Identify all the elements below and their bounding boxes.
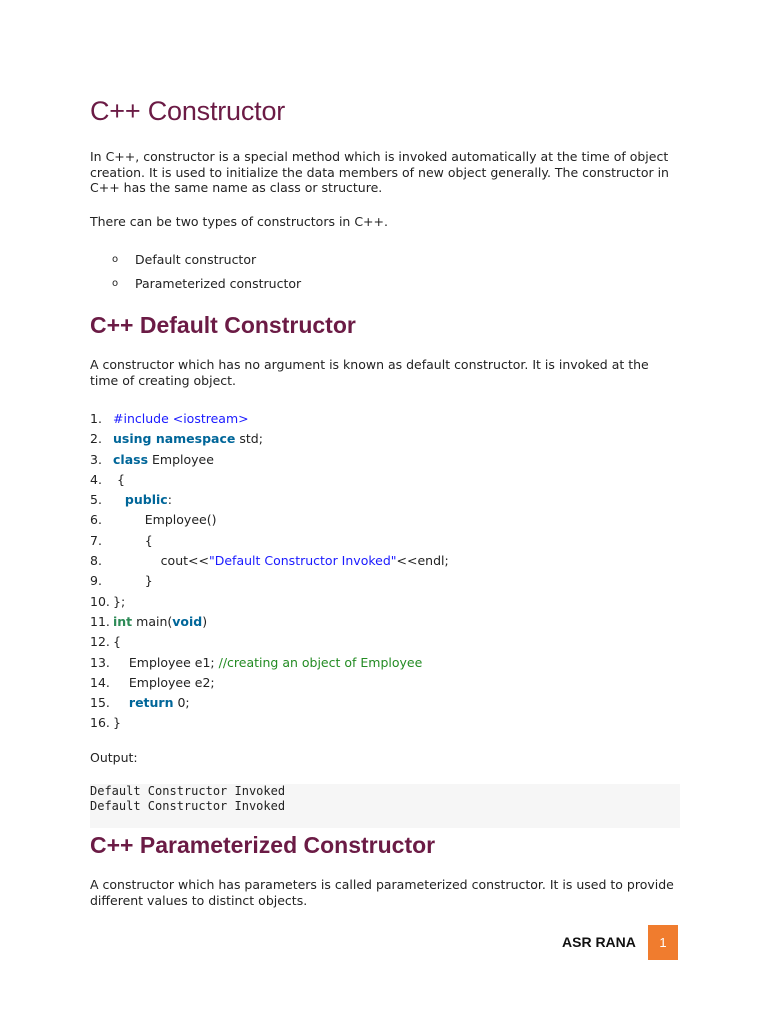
parameterized-constructor-heading: C++ Parameterized Constructor: [90, 832, 436, 858]
code-line: [90, 653, 449, 673]
code-token: };: [113, 593, 126, 609]
code-token: {: [113, 634, 121, 650]
output-box: [90, 784, 680, 828]
line-number: 9.: [90, 573, 102, 589]
types-intro-paragraph: There can be two types of constructors in C++.: [90, 214, 388, 229]
code-token: {: [113, 471, 125, 487]
line-number: 6.: [90, 512, 102, 528]
code-token: {: [113, 532, 153, 548]
code-token: }: [113, 573, 153, 589]
line-number: 11.: [90, 613, 110, 629]
list-item: [112, 250, 301, 274]
output-label: Output:: [90, 750, 138, 765]
code-token: 0;: [173, 695, 190, 711]
code-line: [90, 592, 449, 612]
constructor-types-list: [112, 250, 301, 298]
line-number: 16.: [90, 715, 110, 731]
code-line: [90, 450, 449, 470]
code-token: return: [128, 695, 174, 711]
code-token: [113, 695, 129, 710]
code-token: "Default Constructor Invoked": [208, 553, 397, 569]
code-token: [113, 492, 125, 507]
bullet-icon: o: [112, 254, 119, 265]
page-title: C++ Constructor: [90, 96, 286, 126]
line-number: 3.: [90, 451, 102, 467]
code-line: [90, 490, 449, 510]
code-token: #include <iostream>: [113, 411, 249, 426]
code-line: [90, 612, 449, 632]
line-number: 13.: [90, 654, 110, 670]
code-token: }: [113, 715, 121, 731]
line-number: 10.: [90, 593, 110, 609]
code-token: Employee e1;: [113, 654, 219, 670]
list-item-label: Parameterized constructor: [135, 276, 302, 291]
line-number: 2.: [90, 431, 102, 447]
line-number: 14.: [90, 674, 110, 690]
output-line: Default Constructor Invoked: [90, 784, 286, 798]
code-line: [90, 429, 449, 449]
code-line: [90, 713, 449, 733]
footer-author: ASR RANA: [562, 934, 636, 950]
code-listing: [90, 409, 449, 734]
code-token: //creating an object of Employee: [218, 654, 423, 670]
code-line: [90, 571, 449, 591]
code-token: public: [124, 492, 168, 508]
code-token: int: [113, 613, 133, 629]
code-token: Employee: [148, 451, 214, 467]
parameterized-constructor-description: A constructor which has parameters is called parameterized constructor. It is used to provide different values to distinct objects.: [90, 877, 674, 908]
line-number: 8.: [90, 553, 102, 569]
default-constructor-description: A constructor which has no argument is known as default constructor. It is invoked at the time of creating object.: [90, 357, 649, 388]
code-line: [90, 551, 449, 571]
bullet-icon: o: [112, 278, 119, 289]
code-line: [90, 531, 449, 551]
line-number: 1.: [90, 411, 102, 426]
page-number-badge: 1: [648, 925, 678, 960]
line-number: 12.: [90, 634, 110, 650]
code-line: [90, 632, 449, 652]
code-line: [90, 409, 449, 429]
output-line: Default Constructor Invoked: [90, 798, 286, 813]
code-token: Employee(): [113, 512, 217, 528]
code-token: Employee e2;: [113, 674, 215, 690]
code-line: [90, 693, 449, 713]
code-token: cout<<: [113, 553, 209, 569]
line-number: 5.: [90, 492, 102, 508]
code-line: [90, 510, 449, 530]
code-token: void: [172, 613, 203, 629]
code-token: :: [167, 492, 172, 508]
intro-paragraph: In C++, constructor is a special method which is invoked automatically at the time of object creation. It is used to initialize the data members of new object generally. The constructor in C++ has the same name as class or structure.: [90, 149, 669, 195]
list-item: [112, 274, 301, 298]
code-token: ): [202, 613, 208, 629]
code-line: [90, 673, 449, 693]
code-token: using namespace: [113, 431, 236, 447]
default-constructor-heading: C++ Default Constructor: [90, 312, 356, 338]
line-number: 15.: [90, 695, 110, 711]
code-line: [90, 470, 449, 490]
line-number: 4.: [90, 471, 102, 487]
code-token: main(: [132, 613, 173, 629]
list-item-label: Default constructor: [135, 252, 257, 267]
code-token: <<endl;: [396, 553, 449, 569]
line-number: 7.: [90, 532, 102, 548]
code-token: std;: [235, 431, 263, 447]
code-token: class: [113, 451, 149, 467]
